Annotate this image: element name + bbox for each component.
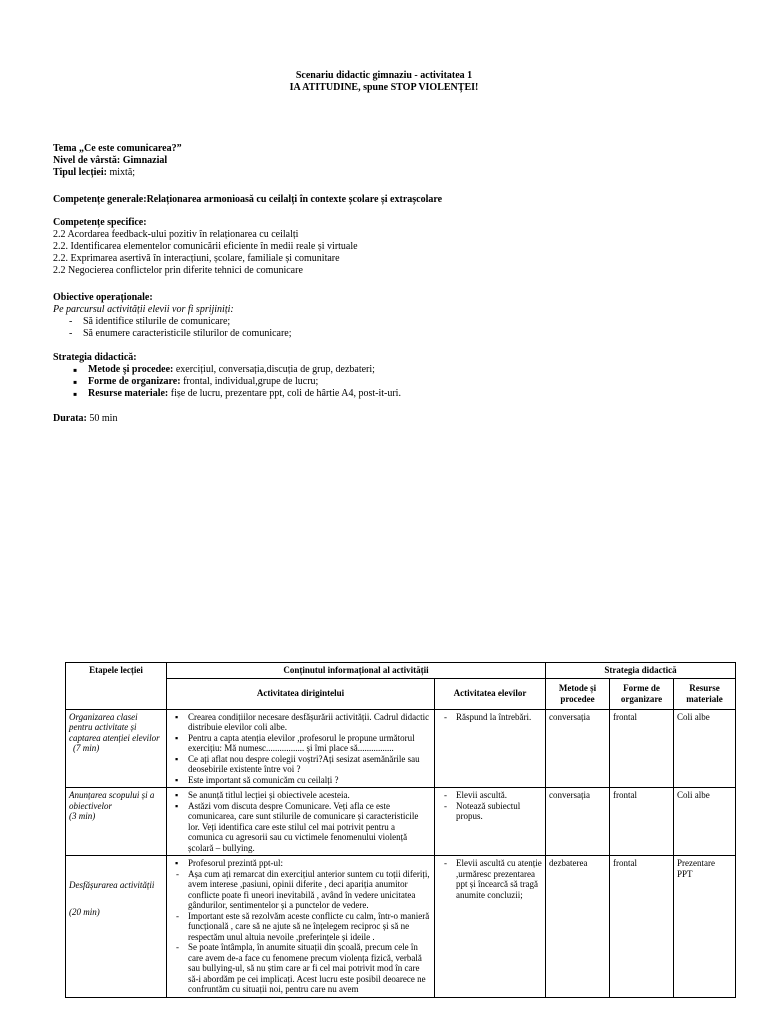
stage-duration: (3 min) [69,811,96,821]
resurse-cell: Coli albe [674,709,736,788]
competenta-item: 2.2 Acordarea feedback-ului pozitiv în relaționarea cu ceilalți [53,229,299,240]
header-activitatea-elevilor: Activitatea elevilor [435,678,546,709]
obiective-intro: Pe parcursul activității elevii vor fi sprijiniți: [53,304,234,315]
diriginte-list [170,858,431,995]
list-item: ▪ Astăzi vom discuta despre Comunicare. Veți afla ce este comunicarea, care sunt stilurile de comunicare și caracteristicile lor. Veți identifica care este stilul cel mai potrivit pentru a comunica cu agresorii sau cu victimele fenomenului violență școlară – bullying. [170,801,431,854]
strategia-item-label: Forme de organizare: [88,376,181,387]
list-item: ▪ Este important să comunicăm cu ceilalți ? [170,775,431,786]
metode-cell: conversația [546,788,610,856]
tip-line [53,167,733,179]
document-subtitle: IA ATITUDINE, spune STOP VIOLENȚEI! [289,82,479,93]
strategia-item [53,364,733,376]
tema-line: Tema „Ce este comunicarea?” [53,143,182,154]
lesson-table [65,662,736,998]
table-subheader-row [66,678,736,709]
strategia-label: Strategia didactică: [53,352,137,363]
competente-generale [53,194,733,206]
competente-specifice [53,217,733,277]
elevi-cell [435,709,546,788]
diriginte-cell [167,788,435,856]
list-item: ▪ Profesorul prezintă ppt-ul: [170,858,431,869]
strategia-item-label: Resurse materiale: [88,388,169,399]
strategia-didactica [53,352,733,400]
durata [53,413,733,425]
metode-cell: conversația [546,709,610,788]
list-item: - Important este să rezolvăm aceste conflicte cu calm, într-o manieră funcțională , care să ne ajute să ne înțelegem reciproc și să ne respectăm unul altuia nevoile ,preferințele și ideile . [170,911,431,943]
resurse-cell: Coli albe [674,788,736,856]
list-item: - Notează subiectul propus. [438,801,542,822]
table-row [66,709,736,788]
competenta-item: 2.2 Negocierea conflictelor prin diferite tehnici de comunicare [53,265,303,276]
stage-cell [66,709,167,788]
list-item: - Elevii ascultă. [438,790,542,801]
diriginte-list [170,790,431,853]
lesson-meta [53,143,733,179]
strategia-item-value: frontal, individual,grupe de lucru; [180,376,319,387]
competente-generale-label: Competențe generale: [53,194,147,205]
stage-duration: (20 min) [69,906,100,917]
nivel-label: Nivel de vârstă: [53,155,121,166]
diriginte-cell [167,856,435,998]
list-item: - Se poate întâmpla, în anumite situații din școală, precum cele în care avem de-a face cu fenomene precum violența fizică, verbală sau bullying-ul, să nu știm care ar fi cel mai potrivit mod în care să-i abordăm pe cei implicați. Acest lucru este posibil deoarece ne confruntăm cu situații noi, pentru care nu avem [170,942,431,995]
elevi-cell [435,856,546,998]
strategia-item [53,388,733,400]
header-resurse: Resurse materiale [674,678,736,709]
forme-cell: frontal [610,788,674,856]
metode-cell: dezbaterea [546,856,610,998]
header-continut: Conținutul informațional al activității [167,663,546,679]
list-item: - Așa cum ați remarcat din exercițiul anterior suntem cu toții diferiți, avem interese ,pasiuni, opinii diferite , deci apariția anumitor conflicte poate fi uneori inevitabilă , având în vedere unicitatea gândurilor, sentimentelor și a punctelor de vedere. [170,869,431,911]
stage-name: Desfășurarea activității [69,880,155,890]
header-strategia: Strategia didactică [546,663,736,679]
obiective-operationale [53,292,733,340]
obiectiv-item: - Să identifice stilurile de comunicare; [53,316,733,328]
stage-name: Organizarea clasei pentru activitate și captarea atenției elevilor [69,711,160,743]
forme-cell: frontal [610,709,674,788]
durata-value: 50 min [86,413,118,424]
diriginte-list [170,712,431,786]
header-etape: Etapele lecției [66,663,167,710]
nivel-value: Gimnazial [122,155,168,166]
stage-duration: (7 min) [73,743,100,753]
durata-label: Durata: [53,413,87,424]
elevi-list [438,858,542,900]
competente-specifice-label: Competențe specifice: [53,217,147,228]
elevi-cell [435,788,546,856]
strategia-item-value: fișe de lucru, prezentare ppt, coli de hârtie A4, post-it-uri. [168,388,401,399]
list-item: - Răspund la întrebări. [438,712,542,723]
stage-name: Anunțarea scopului și a obiectivelor [69,790,155,811]
obiective-label: Obiective operaționale: [53,292,153,303]
strategia-item [53,376,733,388]
list-item: - Elevii ascultă cu atenție ,urmăresc prezentarea ppt și încearcă să tragă anumite concluzii; [438,858,542,900]
strategia-item-value: exercițiul, conversația,discuția de grup, dezbateri; [173,364,375,375]
competente-generale-value: Relaționarea armonioasă cu ceilalți în contexte școlare și extrașcolare [146,194,443,205]
obiective-list [53,316,733,340]
tip-value: mixtă; [109,167,136,178]
diriginte-cell [167,709,435,788]
document-title: Scenariu didactic gimnaziu - activitatea 1 [295,70,473,81]
table-header-row [66,663,736,679]
header-forme: Forme de organizare [610,678,674,709]
list-item: ▪ Ce ați aflat nou despre colegii voștri?Ați sesizat asemănările sau deosebirile existente între voi ? [170,754,431,775]
tip-label: Tipul lecției: [53,167,107,178]
competenta-item: 2.2. Exprimarea asertivă în interacțiuni, școlare, familiale și comunitare [53,253,340,264]
list-item: ▪ Se anunță titlul lecției și obiectivele acesteia. [170,790,431,801]
resurse-cell: Prezentare PPT [674,856,736,998]
nivel-line [53,155,733,167]
list-item: ▪ Pentru a capta atenția elevilor ,profesorul le propune următorul exercițiu: Mă numesc................. și îmi place să................ [170,733,431,754]
list-item: ▪ Crearea condițiilor necesare desfășurării activității. Cadrul didactic distribuie elevilor coli albe. [170,712,431,733]
strategia-item-label: Metode şi procedee: [88,364,174,375]
obiectiv-item: - Să enumere caracteristicile stilurilor de comunicare; [53,328,733,340]
strategia-list [53,364,733,400]
elevi-list [438,712,542,723]
table-row [66,856,736,998]
elevi-list [438,790,542,822]
competenta-item: 2.2. Identificarea elementelor comunicării eficiente în medii reale și virtuale [53,241,358,252]
forme-cell: frontal [610,856,674,998]
table-row [66,788,736,856]
stage-cell [66,788,167,856]
header-activitatea-dirigintelui: Activitatea dirigintelui [167,678,435,709]
stage-cell [66,856,167,998]
header-metode: Metode și procedee [546,678,610,709]
